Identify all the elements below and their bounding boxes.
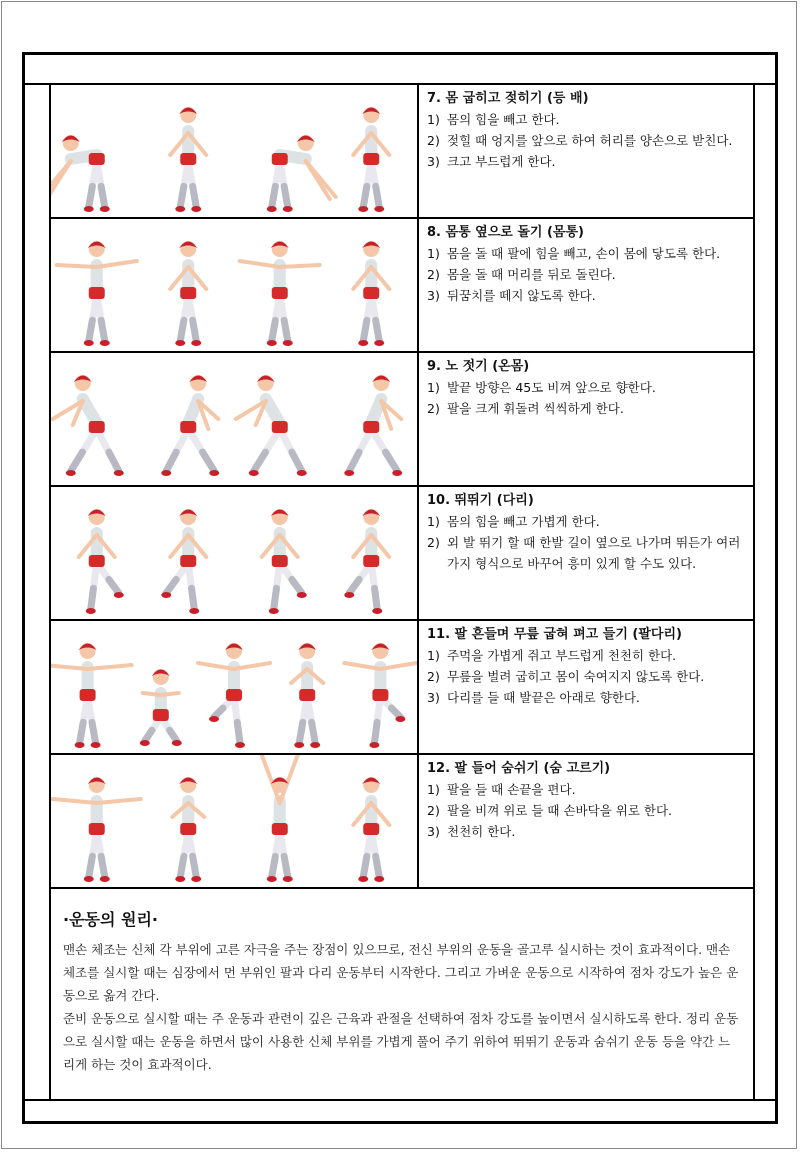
principles-paragraph: 준비 운동으로 실시할 때는 주 운동과 관련이 깊은 근육과 관절을 선택하여 점차 강도를 높이면서 실시하도록 한다. 정리 운동으로 실시할 때는 운동을 하면서 많이 사용한 신체 부위를 가볍게 풀어 주기 위하여 뛰뛰기 운동과 숨쉬기 운동 등을 약간 느리게 하는 것이 효과적이다. xyxy=(63,1011,739,1072)
step-number: 1) xyxy=(427,246,440,261)
exercise-steps xyxy=(427,243,745,306)
figure-drawing xyxy=(51,85,417,217)
step-number: 1) xyxy=(427,112,440,127)
exercise-step xyxy=(427,151,745,172)
exercise-step xyxy=(427,285,745,306)
exercise-step xyxy=(427,645,745,666)
exercise-illustration xyxy=(51,487,419,619)
exercise-step xyxy=(427,800,745,821)
step-number: 2) xyxy=(427,401,440,416)
step-number: 3) xyxy=(427,690,440,705)
exercise-table xyxy=(49,85,755,1101)
exercise-description xyxy=(419,755,753,887)
exercise-figure xyxy=(53,777,141,882)
step-text: 팔을 크게 휘돌려 씩씩하게 한다. xyxy=(447,401,624,416)
step-text: 몸의 힘을 빼고 가볍게 한다. xyxy=(447,514,600,529)
step-text: 발끝 방향은 45도 비껴 앞으로 향한다. xyxy=(447,380,656,395)
exercise-step xyxy=(427,130,745,151)
step-number: 2) xyxy=(427,535,440,550)
exercise-step xyxy=(427,264,745,285)
step-text: 몸을 돌 때 머리를 뒤로 돌린다. xyxy=(447,267,616,282)
step-number: 1) xyxy=(427,648,440,663)
exercise-figure xyxy=(79,509,124,614)
exercise-step xyxy=(427,377,745,398)
step-text: 천천히 한다. xyxy=(447,824,516,839)
exercise-figure xyxy=(161,509,206,614)
exercise-figure xyxy=(170,241,206,346)
exercise-figure xyxy=(240,241,320,346)
exercise-figure xyxy=(262,509,307,614)
exercise-step xyxy=(427,398,745,419)
exercise-title: 9. 노 젓기 (온몸) xyxy=(427,359,530,374)
step-text: 젖힐 때 엉지를 앞으로 하여 허리를 양손으로 받친다. xyxy=(447,133,733,148)
exercise-step xyxy=(427,687,745,708)
step-number: 1) xyxy=(427,514,440,529)
step-number: 3) xyxy=(427,824,440,839)
exercise-row-11 xyxy=(51,621,753,755)
exercise-row-10 xyxy=(51,487,753,621)
exercise-illustration xyxy=(51,85,419,217)
exercise-title: 8. 몸통 옆으로 돌기 (몸통) xyxy=(427,225,584,240)
exercise-illustration xyxy=(51,621,419,753)
exercise-principles xyxy=(51,889,753,1076)
step-number: 3) xyxy=(427,288,440,303)
step-text: 몸을 돌 때 팔에 힘을 빼고, 손이 몸에 닿도록 한다. xyxy=(447,246,721,261)
step-text: 크고 부드럽게 한다. xyxy=(447,154,556,169)
exercise-step xyxy=(427,821,745,842)
exercise-figure xyxy=(262,755,298,882)
exercise-figure xyxy=(198,643,270,748)
exercise-figure xyxy=(344,509,389,614)
exercise-illustration xyxy=(51,353,419,485)
step-text: 외 발 뛰기 할 때 한발 길이 옆으로 나가며 뛰든가 여러 가지 형식으로 바꾸어 흥미 있게 할 수도 있다. xyxy=(447,535,741,571)
exercise-step xyxy=(427,532,745,574)
exercise-row-7 xyxy=(51,85,753,219)
exercise-illustration xyxy=(51,755,419,887)
principles-title: ·운동의 원리· xyxy=(63,910,159,929)
exercise-figure xyxy=(291,643,323,748)
exercise-title: 10. 뛰뛰기 (다리) xyxy=(427,493,534,508)
exercise-steps xyxy=(427,779,745,842)
step-text: 몸의 힘을 빼고 한다. xyxy=(447,112,560,127)
exercise-figure xyxy=(344,375,402,476)
header-band xyxy=(25,55,775,85)
exercise-title: 11. 팔 흔들며 무릎 굽혀 펴고 들기 (팔다리) xyxy=(427,627,682,642)
step-text: 팔을 비껴 위로 들 때 손바닥을 위로 한다. xyxy=(447,803,672,818)
exercise-description xyxy=(419,353,753,485)
exercise-figure xyxy=(161,375,219,476)
step-number: 1) xyxy=(427,782,440,797)
exercise-steps xyxy=(427,377,745,419)
exercise-sheet xyxy=(22,52,778,1124)
exercise-steps xyxy=(427,645,745,708)
step-number: 2) xyxy=(427,267,440,282)
exercise-figure xyxy=(344,643,416,748)
exercise-figure xyxy=(172,777,204,882)
exercise-step xyxy=(427,109,745,130)
figure-drawing xyxy=(51,353,417,485)
step-text: 다리를 들 때 발끝은 아래로 향한다. xyxy=(447,690,640,705)
exercise-description xyxy=(419,85,753,217)
exercise-figure xyxy=(53,375,124,476)
exercise-steps xyxy=(427,511,745,574)
principles-paragraph: 맨손 체조는 신체 각 부위에 고른 자극을 주는 장점이 있으므로, 전신 부위의 운동을 골고루 실시하는 것이 효과적이다. 맨손 체조를 실시할 때는 심장에서 먼 부위인 팔과 다리 운동부터 시작한다. 그리고 가벼운 운동으로 시작하여 점차 강도가 높은 운동으로 옮겨 간다. xyxy=(63,942,739,1003)
figure-drawing xyxy=(51,755,417,887)
exercise-figure xyxy=(57,241,137,346)
step-text: 팔을 들 때 손끝을 편다. xyxy=(447,782,576,797)
exercise-figure xyxy=(353,107,389,212)
exercise-step xyxy=(427,511,745,532)
footer-band xyxy=(25,1099,775,1121)
exercise-figure xyxy=(51,135,110,212)
step-text: 주먹을 가볍게 쥐고 부드럽게 천천히 한다. xyxy=(447,648,677,663)
figure-drawing xyxy=(51,621,417,753)
exercise-steps xyxy=(427,109,745,172)
step-number: 3) xyxy=(427,154,440,169)
step-text: 무릎을 벌려 굽히고 몸이 숙여지지 않도록 한다. xyxy=(447,669,705,684)
exercise-illustration xyxy=(51,219,419,351)
exercise-figure xyxy=(140,669,182,746)
step-text: 뒤꿈치를 떼지 않도록 한다. xyxy=(447,288,596,303)
exercise-description xyxy=(419,621,753,753)
exercise-figure xyxy=(170,107,206,212)
exercise-title: 7. 몸 굽히고 젖히기 (등 배) xyxy=(427,91,589,106)
figure-drawing xyxy=(51,487,417,619)
exercise-description xyxy=(419,219,753,351)
figure-drawing xyxy=(51,219,417,351)
step-number: 2) xyxy=(427,803,440,818)
exercise-figure xyxy=(353,241,389,346)
exercise-figure xyxy=(267,135,336,212)
exercise-figure xyxy=(51,643,132,748)
exercise-step xyxy=(427,243,745,264)
exercise-step xyxy=(427,779,745,800)
exercise-row-9 xyxy=(51,353,753,487)
step-number: 1) xyxy=(427,380,440,395)
exercise-description xyxy=(419,487,753,619)
exercise-row-12 xyxy=(51,755,753,889)
exercise-step xyxy=(427,666,745,687)
step-number: 2) xyxy=(427,133,440,148)
exercise-figure xyxy=(236,375,307,476)
exercise-figure xyxy=(353,777,389,882)
exercise-row-8 xyxy=(51,219,753,353)
exercise-title: 12. 팔 들어 숨쉬기 (숨 고르기) xyxy=(427,761,611,776)
step-number: 2) xyxy=(427,669,440,684)
